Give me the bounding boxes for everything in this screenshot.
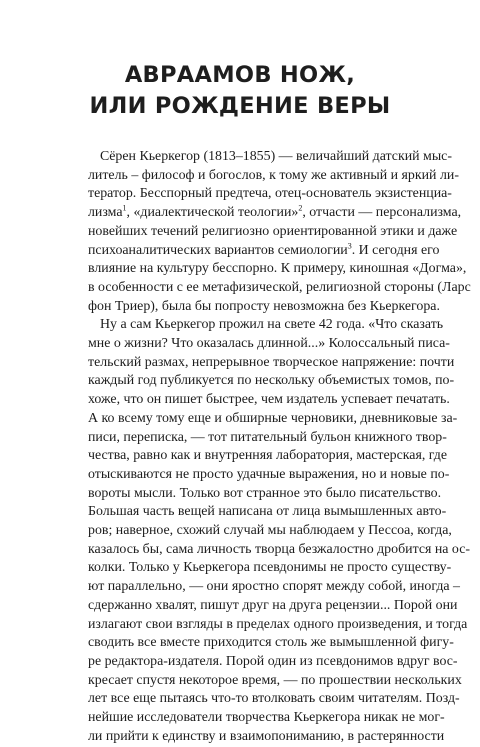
text-line: А ко всему тому еще и обширные черновики, дневниковые за- [88,410,458,426]
text-line: лет все еще пытаясь что-то втолковать своим читателям. Позд- [88,691,460,707]
text-line: влияние на культуру бесспорно. К примеру, киношная «Догма», [88,261,467,277]
footnote-marker: 2 [298,203,303,213]
chapter-title-line-2: ИЛИ РОЖДЕНИЕ ВЕРЫ [89,93,391,119]
text-line: вороты мысли. Только вот странное это было писательство. [88,485,442,501]
text-line: казалось бы, сама личность творца безжалостно дробится на ос- [88,541,470,557]
text-line: каждый год публикуется по нескольку объемистых томов, по- [88,373,455,389]
text-line: тельский размах, непрерывное творческое напряжение: почти [88,354,455,370]
text-line: сдержанно хвалят, пишут друг на друга рецензии... Порой они [88,597,458,613]
text-line: колки. Только у Кьеркегора псевдонимы не просто существу- [88,560,452,576]
text-line: Сёрен Кьеркегор (1813–1855) — величайший датский мыс- [100,149,452,164]
text-line: ре редактора-издателя. Порой один из псевдонимов вдруг вос- [88,653,458,669]
text-line: сводить все вместе приходится столь же вымышленной фигу- [88,635,454,651]
text-line: хоже, что он пишет быстрее, чем издатель успевает печатать. [88,392,450,408]
footnote-marker: 3 [347,240,352,250]
text-line: кресает спустя некоторое время, — по прошествии нескольких [88,672,462,688]
text-line: ли прийти к единству и взаимопониманию, в растерянности [88,728,445,744]
text-line: чества, равно как и внутренняя лаборатория, мастерская, где [88,448,448,464]
text-line: мне о жизни? Что оказалась длинной...» Колоссальный писа- [88,336,450,352]
footnote-marker: 1 [122,203,127,213]
text-line: фон Триер), была бы попросту невозможна без Кьеркегора. [88,298,440,314]
text-line: нейшие исследователи творчества Кьеркегора никак не мог- [88,710,445,726]
chapter-title [40,60,440,122]
text-line [88,240,440,261]
text-line: лизма$^1$, «диалектической теологии»$^2$, отчасти — персонализма, [88,203,462,221]
text-fragment: психоаналитических вариантов семиологии [88,242,348,258]
text-line: отыскиваются не просто удачные выражения, но и новые по- [88,466,450,482]
text-line: ров; наверное, схожий случай мы наблюдаем у Пессоа, когда, [88,523,452,539]
text-line: в особенности с ее метафизической, религиозной стороны (Ларс [88,279,471,295]
text-fragment: . И сегодня его [351,242,440,258]
text-line: Большая часть вещей написана от лица вымышленных авто- [88,504,447,520]
body-text [88,148,471,747]
text-fragment: отчасти — персонализма, [309,205,462,221]
text-line: новейших течений религиозно ориентированной этики и даже [88,223,458,239]
text-line: ют параллельно, — они яростно спорят между собой, иногда – [88,579,460,595]
text-line: писи, переписка, — тот питательный бульон книжного твор- [88,429,447,445]
text-fragment: «диалектической теологии» [133,205,299,221]
chapter-title-line-1: АВРААМОВ НОЖ, [124,62,356,88]
text-line: литель – философ и богослов, к тому же активный и яркий ли- [88,167,459,183]
text-line: излагают свои взгляды в пределах одного произведения, и тогда [88,616,468,632]
text-fragment: лизма [88,205,123,221]
text-line: тератор. Бесспорный предтеча, отец-основатель экзистенциа- [88,186,452,202]
text-line: Ну а сам Кьеркегор прожил на свете 42 года. «Что сказать [100,317,444,333]
